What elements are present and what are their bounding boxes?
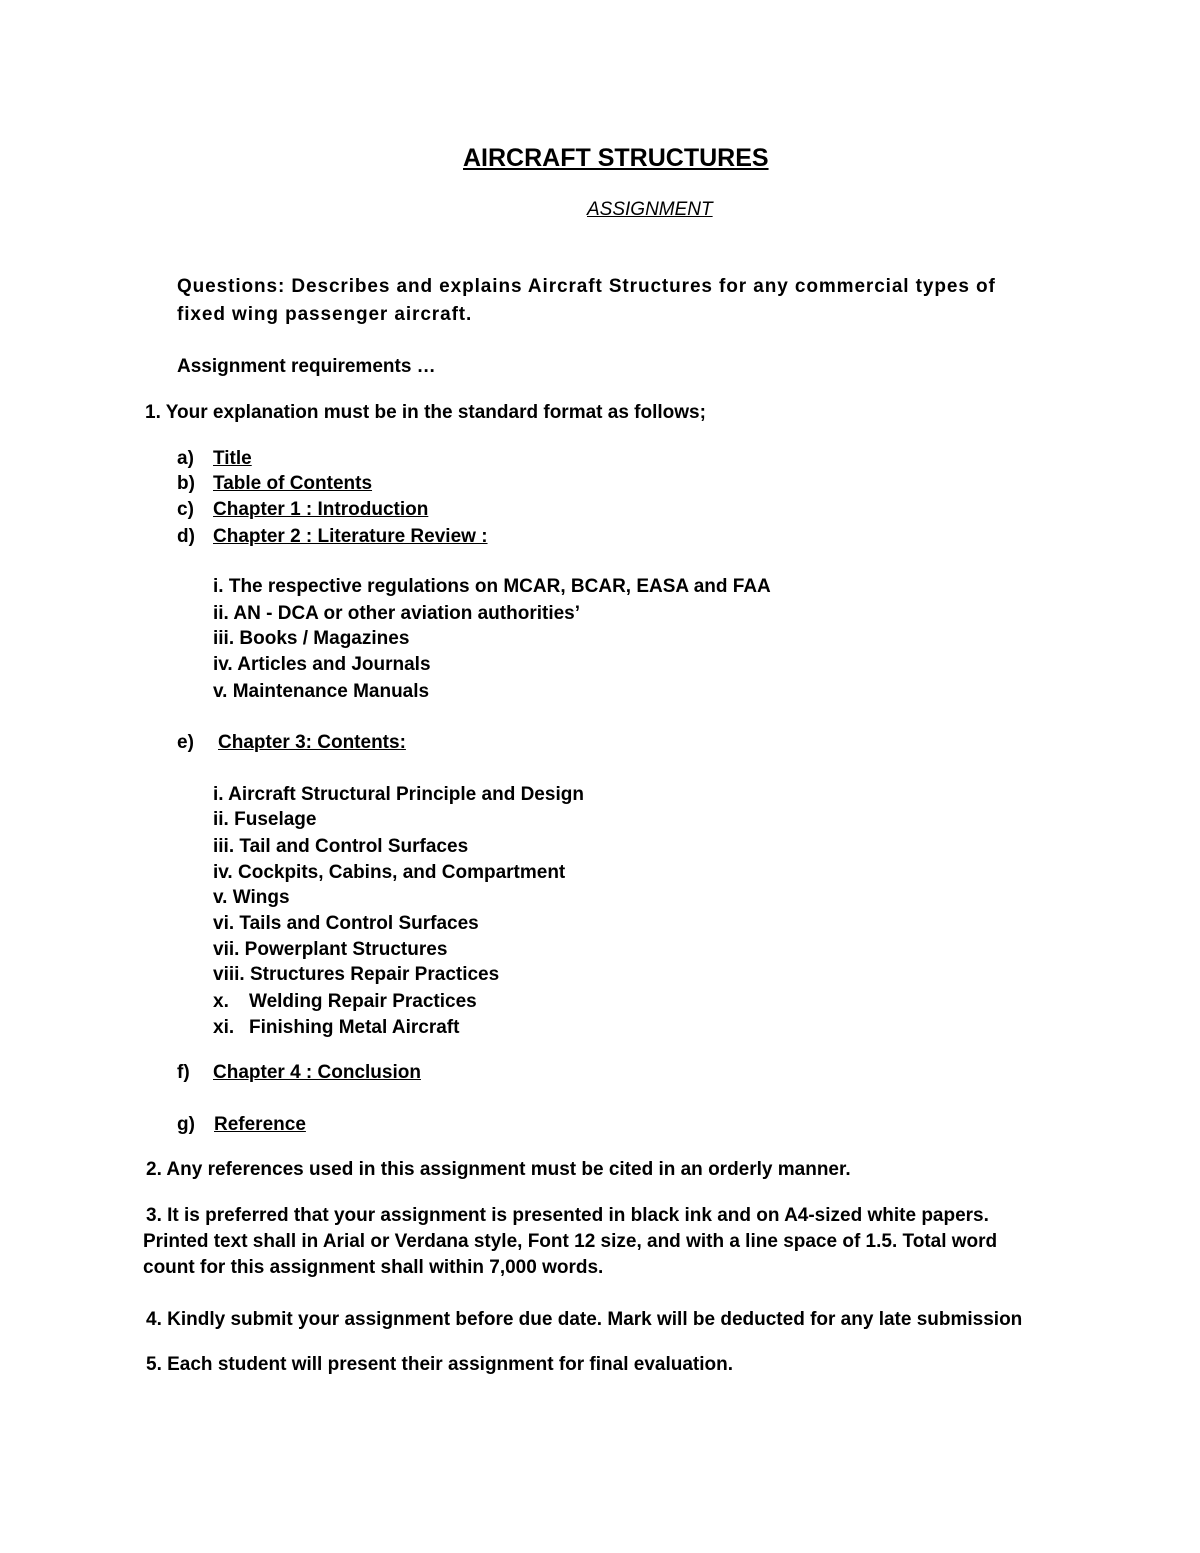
format-item-label: c) xyxy=(177,499,194,520)
requirement-5: 5. Each student will present their assignment for final evaluation. xyxy=(146,1354,734,1375)
requirement-2: 2. Any references used in this assignment must be cited in an orderly manner. xyxy=(146,1159,851,1180)
requirement-1: 1. Your explanation must be in the standard format as follows; xyxy=(145,402,706,423)
lit-review-item: i. The respective regulations on MCAR, BCAR, EASA and FAA xyxy=(213,576,771,597)
lit-review-item: iii. Books / Magazines xyxy=(213,628,410,649)
format-item-label: d) xyxy=(177,526,195,547)
contents-item: vii. Powerplant Structures xyxy=(213,939,448,960)
contents-item: ii. Fuselage xyxy=(213,809,317,830)
requirement-4: 4. Kindly submit your assignment before due date. Mark will be deducted for any late submission xyxy=(146,1309,1023,1330)
format-item-label: b) xyxy=(177,473,195,494)
format-item-chapter-3 xyxy=(177,731,406,755)
format-item-label: g) xyxy=(177,1114,195,1135)
format-item-chapter-4 xyxy=(177,1061,421,1085)
contents-item: iv. Cockpits, Cabins, and Compartment xyxy=(213,862,566,883)
format-item-chapter-1 xyxy=(177,498,428,522)
format-item-text: Table of Contents xyxy=(213,473,373,494)
format-item-text: Title xyxy=(213,448,252,469)
contents-item: iii. Tail and Control Surfaces xyxy=(213,836,469,857)
requirement-3-line-3: count for this assignment shall within 7,000 words. xyxy=(143,1257,604,1278)
lit-review-item: ii. AN - DCA or other aviation authorities’ xyxy=(213,603,581,624)
format-item-text: Chapter 4 : Conclusion xyxy=(213,1062,421,1083)
requirement-3-line-2: Printed text shall in Arial or Verdana style, Font 12 size, and with a line space of 1.5. Total word xyxy=(143,1231,998,1252)
format-item-toc xyxy=(177,472,372,496)
contents-item: vi. Tails and Control Surfaces xyxy=(213,913,479,934)
format-item-text: Chapter 3: Contents: xyxy=(218,732,406,753)
requirement-3-line-1: 3. It is preferred that your assignment is presented in black ink and on A4-sized white papers. xyxy=(146,1205,989,1226)
contents-item-text: Welding Repair Practices xyxy=(249,991,477,1012)
document-title: AIRCRAFT STRUCTURES xyxy=(463,144,769,172)
lit-review-item: iv. Articles and Journals xyxy=(213,654,431,675)
contents-item xyxy=(213,990,477,1014)
contents-item: i. Aircraft Structural Principle and Design xyxy=(213,784,584,805)
document-subtitle: ASSIGNMENT xyxy=(587,199,713,220)
contents-item-number: x. xyxy=(213,991,229,1012)
question-line-2: fixed wing passenger aircraft. xyxy=(177,304,473,325)
contents-item-number: xi. xyxy=(213,1017,235,1038)
format-item-reference xyxy=(177,1113,306,1137)
format-item-chapter-2 xyxy=(177,525,488,549)
format-item-label: f) xyxy=(177,1062,190,1083)
contents-item: viii. Structures Repair Practices xyxy=(213,964,500,985)
format-item-text: Reference xyxy=(214,1114,306,1135)
contents-item xyxy=(213,1016,459,1040)
format-item-text: Chapter 1 : Introduction xyxy=(213,499,429,520)
contents-item-text: Finishing Metal Aircraft xyxy=(249,1017,460,1038)
lit-review-item: v. Maintenance Manuals xyxy=(213,681,430,702)
format-item-text: Chapter 2 : Literature Review : xyxy=(213,526,488,547)
format-item-label: a) xyxy=(177,448,194,469)
format-item-label: e) xyxy=(177,732,194,753)
contents-item: v. Wings xyxy=(213,887,290,908)
format-item-title xyxy=(177,447,252,471)
question-line-1: Questions: Describes and explains Aircraft Structures for any commercial types of xyxy=(177,276,996,297)
requirements-heading: Assignment requirements … xyxy=(177,356,436,377)
